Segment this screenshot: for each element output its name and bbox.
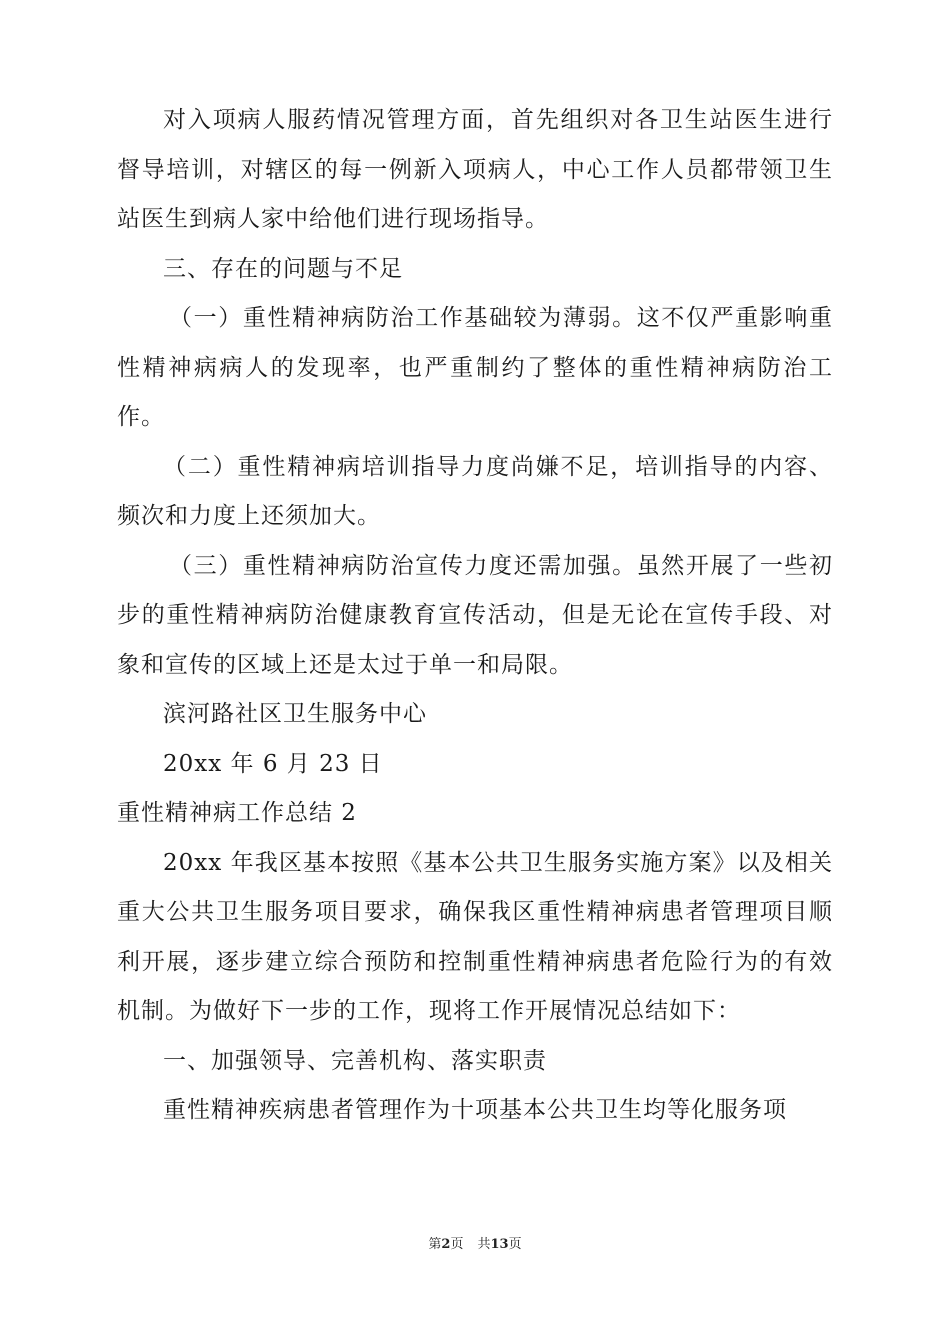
paragraph-intro-2: 20xx 年我区基本按照《基本公共卫生服务实施方案》以及相关重大公共卫生服务项目要求，确保我区重性精神病患者管理项目顺利开展，逐步建立综合预防和控制重性精神病患者危险行为的有效机制。为做好下一步的工作，现将工作开展情况总结如下： [117,849,833,1024]
paragraph-leadership: 重性精神疾病患者管理作为十项基本公共卫生均等化服务项 [163,1097,787,1123]
page-suffix: 页 [450,1237,464,1252]
page-total: 13 [490,1237,509,1252]
section-heading-problems: 三、存在的问题与不足 [163,255,403,282]
signature-organization: 滨河路社区卫生服务中心 [163,701,427,727]
document-body [117,96,833,1136]
document-title-2: 重性精神病工作总结 2 [117,800,357,826]
paragraph-problem-2: （二）重性精神病培训指导力度尚嫌不足，培训指导的内容、频次和力度上还须加大。 [117,453,833,529]
page-prefix: 第 [428,1237,442,1252]
page-footer [0,1233,950,1252]
total-prefix: 共 [477,1237,491,1252]
signature-date: 20xx 年 6 月 23 日 [163,750,383,777]
paragraph-problem-1: （一）重性精神病防治工作基础较为薄弱。这不仅严重影响重性精神病病人的发现率，也严重制约了整体的重性精神病防治工作。 [117,305,833,430]
section-heading-leadership: 一、加强领导、完善机构、落实职责 [163,1047,547,1074]
paragraph-problem-3: （三）重性精神病防治宣传力度还需加强。虽然开展了一些初步的重性精神病防治健康教育宣传活动，但是无论在宣传手段、对象和宣传的区域上还是太过于单一和局限。 [117,552,833,678]
total-suffix: 页 [508,1237,522,1252]
page-current: 2 [441,1237,451,1252]
paragraph-1: 对入项病人服药情况管理方面，首先组织对各卫生站医生进行督导培训，对辖区的每一例新入项病人，中心工作人员都带领卫生站医生到病人家中给他们进行现场指导。 [117,107,833,232]
